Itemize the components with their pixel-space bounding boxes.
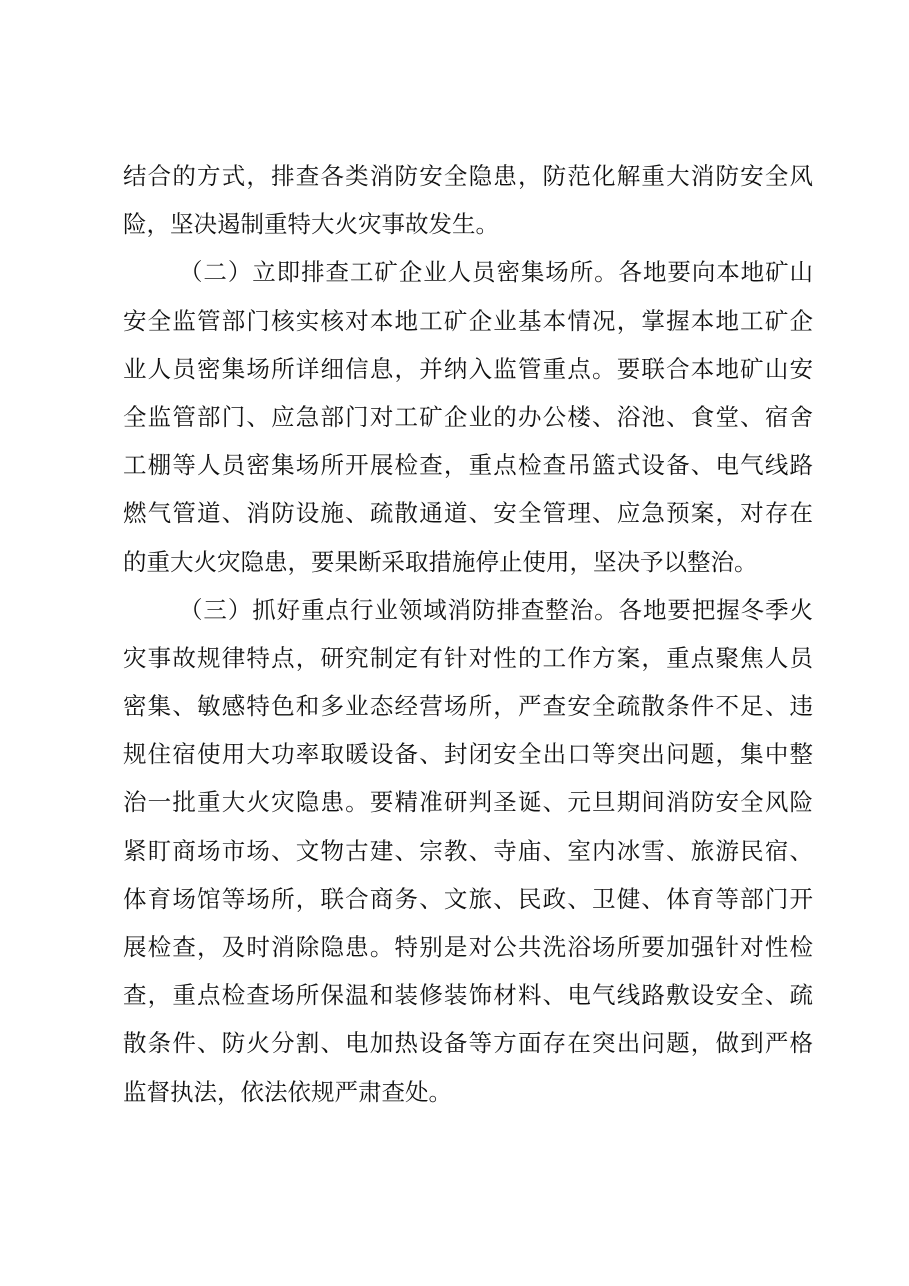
text-line: 监督执法，依法依规严肃查处。 — [123, 1077, 452, 1106]
text-line: 密集、敏感特色和多业态经营场所，严查安全疏散条件不足、违 — [123, 692, 813, 721]
text-line: 紧盯商场市场、文物古建、宗教、寺庙、室内冰雪、旅游民宿、 — [123, 836, 813, 865]
text-line: 散条件、防火分割、电加热设备等方面存在突出问题，做到严格 — [123, 1029, 813, 1058]
section-heading-line: （二）立即排查工矿企业人员密集场所。各地要向本地矿山 — [179, 258, 813, 287]
text-line: 燃气管道、消防设施、疏散通道、安全管理、应急预案，对存在 — [123, 499, 813, 528]
text-line: 体育场馆等场所，联合商务、文旅、民政、卫健、体育等部门开 — [123, 884, 813, 913]
text-line: 展检查，及时消除隐患。特别是对公共洗浴场所要加强针对性检 — [123, 933, 813, 961]
text-line: 治一批重大火灾隐患。要精准研判圣诞、元旦期间消防安全风险 — [123, 788, 813, 817]
text-line: 查，重点检查场所保温和装修装饰材料、电气线路敷设安全、疏 — [123, 981, 813, 1010]
section-heading-line: （三）抓好重点行业领域消防排查整治。各地要把握冬季火 — [179, 595, 813, 624]
body-text — [123, 152, 813, 1116]
text-line: 灾事故规律特点，研究制定有针对性的工作方案，重点聚焦人员 — [123, 643, 813, 672]
text-line: 险，坚决遏制重特大火灾事故发生。 — [123, 210, 499, 239]
text-line: 的重大火灾隐患，要果断采取措施停止使用，坚决予以整治。 — [123, 547, 758, 576]
text-line: 工棚等人员密集场所开展检查，重点检查吊篮式设备、电气线路 — [123, 451, 813, 480]
text-line: 结合的方式，排查各类消防安全隐患，防范化解重大消防安全风 — [123, 162, 813, 190]
text-line: 规住宿使用大功率取暖设备、封闭安全出口等突出问题，集中整 — [123, 740, 813, 769]
text-line: 业人员密集场所详细信息，并纳入监管重点。要联合本地矿山安 — [123, 354, 813, 383]
text-line: 安全监管部门核实核对本地工矿企业基本情况，掌握本地工矿企 — [123, 306, 813, 335]
text-line: 全监管部门、应急部门对工矿企业的办公楼、浴池、食堂、宿舍 — [123, 402, 813, 431]
